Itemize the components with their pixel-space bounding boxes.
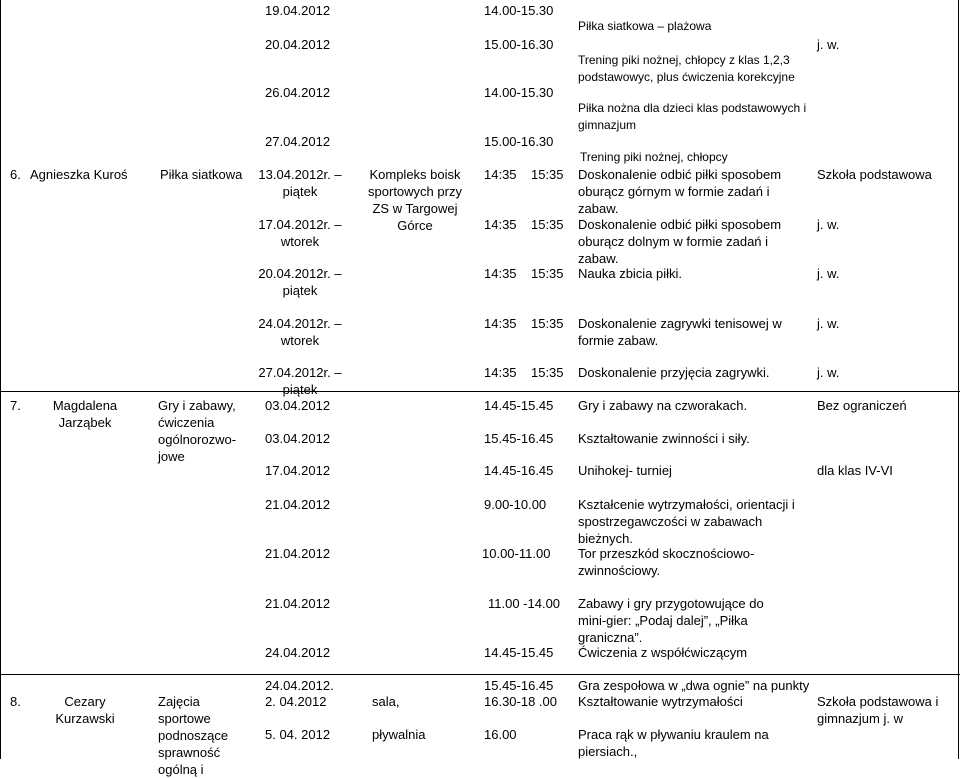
row-number: 6. [10, 167, 21, 182]
time-cell: 14:35 15:35 [484, 365, 564, 380]
date-cell: 17.04.2012r. – wtorek [258, 217, 342, 249]
note-cell: j. w. [817, 266, 840, 281]
date-cell: 27.04.2012r. – piątek [258, 365, 342, 397]
date-cell: 20.04.2012r. – piątek [258, 266, 342, 298]
topic-cell: Doskonalenie odbić piłki sposobem oburącz górnym w formie zadań i zabaw. [578, 167, 782, 216]
note-cell: j. w. [817, 365, 840, 380]
time-cell: 14.00-15.30 [484, 3, 554, 18]
trainer-name: Cezary Kurzawski [55, 694, 115, 726]
note-cell: j. w. [817, 316, 840, 331]
date-cell: 13.04.2012r. – piątek [258, 167, 342, 199]
date-cell: 19.04.2012 [265, 3, 331, 18]
note-cell: j. w. [817, 217, 840, 232]
date-cell: 24.04.2012 [265, 645, 331, 660]
time-cell: 14:35 15:35 [484, 217, 564, 232]
time-cell: 14:35 15:35 [484, 167, 564, 182]
date-cell: 20.04.2012 [265, 37, 331, 52]
note-cell: dla klas IV-VI [817, 463, 893, 478]
time-cell: 11.00 -14.00 [488, 596, 561, 611]
time-cell: 14.00-15.30 [484, 85, 554, 100]
date-cell: 27.04.2012 [265, 134, 331, 149]
time-cell: 15.00-16.30 [484, 37, 554, 52]
row-number: 8. [10, 694, 21, 709]
topic-cell: Kształtowanie wytrzymałości [578, 694, 743, 709]
topic-cell: Piłka nożna dla dzieci klas podstawowych i gimnazjum [578, 101, 807, 132]
time-cell: 14:35 15:35 [484, 316, 564, 331]
topic-cell: Tor przeszkód skocznościowo-zwinnościowy. [578, 546, 755, 578]
date-cell: 21.04.2012 [265, 596, 331, 611]
topic-cell: Doskonalenie przyjęcia zagrywki. [578, 365, 770, 380]
time-cell: 9.00-10.00 [484, 497, 547, 512]
date-cell: 17.04.2012 [265, 463, 331, 478]
row-number: 7. [10, 398, 21, 413]
venue-cell: Kompleks boisk sportowych przy ZS w Targowej Górce [368, 167, 462, 233]
topic-cell: Trening piki nożnej, chłopcy [580, 150, 728, 164]
activity-name: Gry i zabawy, ćwiczenia ogólnorozwo-jowe [158, 398, 237, 464]
topic-cell: Zabawy i gry przygotowujące do mini-gier: „Podaj dalej”, „Piłka graniczna”. [578, 596, 764, 645]
topic-cell: Doskonalenie zagrywki tenisowej w formie zabaw. [578, 316, 782, 348]
topic-cell: Ćwiczenia z współćwiczącym [578, 645, 748, 660]
time-cell: 16.30-18 .00 [484, 694, 558, 709]
note-cell: Bez ograniczeń [817, 398, 907, 413]
date-cell: 24.04.2012r. – wtorek [258, 316, 342, 348]
note-cell: Szkoła podstawowa i gimnazjum j. w [817, 694, 939, 726]
topic-cell: Unihokej- turniej [578, 463, 672, 478]
activity-name: Zajęcia sportowe podnoszące sprawność ogólną i [158, 694, 229, 777]
date-cell: 24.04.2012. [265, 678, 334, 693]
topic-cell: Trening piki nożnej, chłopcy z klas 1,2,3 podstawowyc, plus ćwiczenia korekcyjne [578, 53, 795, 84]
time-cell: 14.45-15.45 [484, 398, 554, 413]
row-divider [0, 674, 960, 675]
venue-cell: pływalnia [372, 727, 426, 742]
time-cell: 15.45-16.45 [484, 678, 554, 693]
activity-name: Piłka siatkowa [160, 167, 243, 182]
date-cell: 03.04.2012 [265, 398, 331, 413]
time-cell: 14:35 15:35 [484, 266, 564, 281]
date-cell: 21.04.2012 [265, 497, 331, 512]
date-cell: 2. 04.2012 [265, 694, 327, 709]
note-cell: j. w. [817, 37, 840, 52]
topic-cell: Gry i zabawy na czworakach. [578, 398, 748, 413]
topic-cell: Doskonalenie odbić piłki sposobem oburącz dolnym w formie zadań i zabaw. [578, 217, 782, 266]
topic-cell: Praca rąk w pływaniu kraulem na piersiach., [578, 727, 769, 759]
date-cell: 26.04.2012 [265, 85, 331, 100]
time-cell: 16.00 [484, 727, 517, 742]
topic-cell: Kształtowanie zwinności i siły. [578, 431, 750, 446]
topic-cell: Gra zespołowa w „dwa ognie” na punkty [578, 678, 810, 693]
date-cell: 03.04.2012 [265, 431, 331, 446]
topic-cell: Piłka siatkowa – plażowa [578, 19, 712, 33]
topic-cell: Nauka zbicia piłki. [578, 266, 683, 281]
time-cell: 14.45-15.45 [484, 645, 554, 660]
time-cell: 10.00-11.00 [482, 546, 551, 561]
trainer-name: Agnieszka Kuroś [30, 167, 128, 182]
time-cell: 15.00-16.30 [484, 134, 554, 149]
date-cell: 21.04.2012 [265, 546, 331, 561]
topic-cell: Kształcenie wytrzymałości, orientacji i spostrzegawczości w zabawach bieżnych. [578, 497, 795, 546]
trainer-name: Magdalena Jarząbek [52, 398, 118, 430]
time-cell: 15.45-16.45 [484, 431, 554, 446]
time-cell: 14.45-16.45 [484, 463, 554, 478]
row-divider [0, 391, 960, 392]
table-border-right [958, 0, 959, 759]
note-cell: Szkoła podstawowa [817, 167, 932, 182]
venue-cell: sala, [372, 694, 400, 709]
table-border-left [0, 0, 1, 759]
date-cell: 5. 04. 2012 [265, 727, 331, 742]
